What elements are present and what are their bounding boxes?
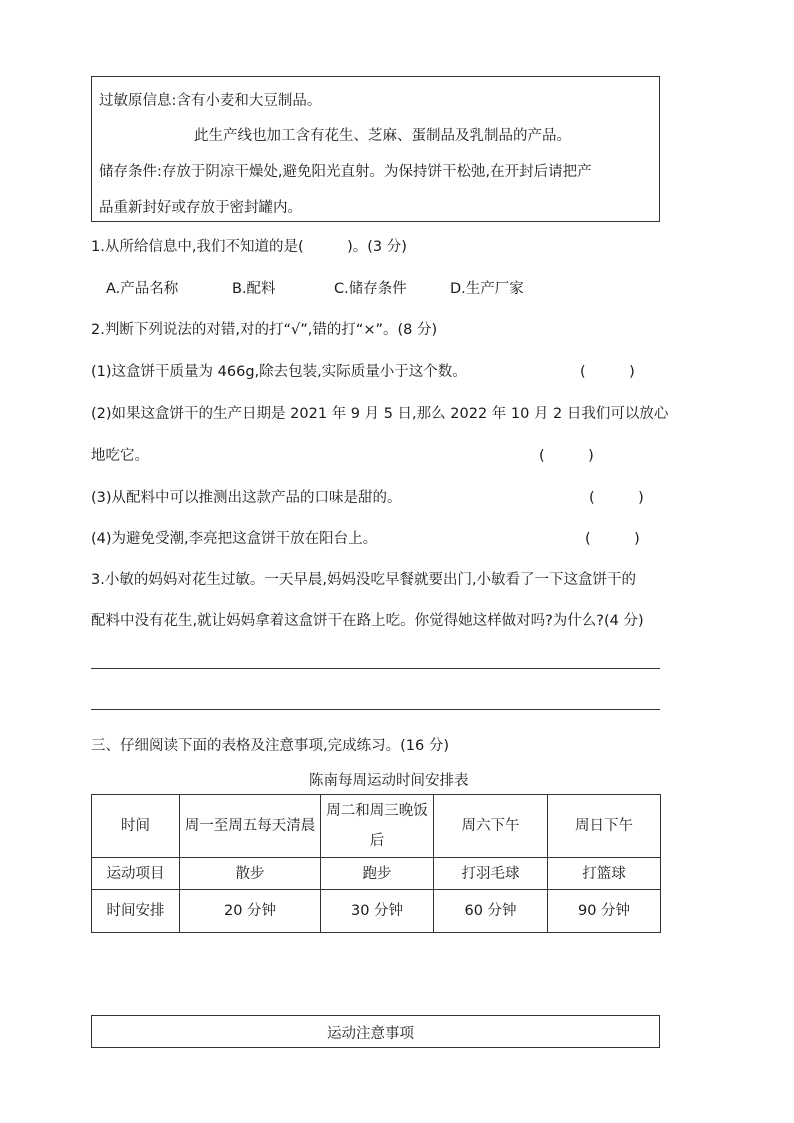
table-cell: 60 分钟 xyxy=(434,890,548,933)
table-row xyxy=(92,795,661,858)
storage-info-line-2: 品重新封好或存放于密封罐内。 xyxy=(99,200,302,216)
answer-line-1[interactable] xyxy=(91,668,660,669)
table-cell: 运动项目 xyxy=(92,858,180,890)
storage-info-line-1: 储存条件:存放于阴凉干燥处,避免阳光直射。为保持饼干松弛,在开封后请把产 xyxy=(99,164,592,180)
table-cell: 散步 xyxy=(180,858,321,890)
option-a: A.产品名称 xyxy=(106,281,179,297)
question-2-stem: 2.判断下列说法的对错,对的打“√”,错的打“×”。(8 分) xyxy=(91,322,438,338)
table-cell: 时间安排 xyxy=(92,890,180,933)
question-3-line-1: 3.小敏的妈妈对花生过敏。一天早晨,妈妈没吃早餐就要出门,小敏看了一下这盒饼干的 xyxy=(91,572,637,588)
option-d: D.生产厂家 xyxy=(450,281,524,297)
table-cell: 20 分钟 xyxy=(180,890,321,933)
question-2-item-4: (4)为避免受潮,李亮把这盒饼干放在阳台上。 xyxy=(91,531,378,547)
table-header-cell: 时间 xyxy=(92,795,180,858)
table-cell: 打篮球 xyxy=(548,858,661,890)
table-header-cell: 周六下午 xyxy=(434,795,548,858)
option-b: B.配料 xyxy=(232,281,276,297)
table-cell: 90 分钟 xyxy=(548,890,661,933)
table-title: 陈南每周运动时间安排表 xyxy=(309,773,469,789)
question-2-item-2-line-2: 地吃它。 xyxy=(91,448,149,464)
question-2-item-1: (1)这盒饼干质量为 466g,除去包装,实际质量小于这个数。 xyxy=(91,364,467,380)
answer-line-2[interactable] xyxy=(91,709,660,710)
question-1-stem: 1.从所给信息中,我们不知道的是( )。(3 分) xyxy=(91,239,407,255)
answer-paren-1[interactable]: ( ) xyxy=(580,364,635,380)
answer-paren-3[interactable]: ( ) xyxy=(589,490,644,506)
table-row xyxy=(92,858,661,890)
question-2-item-2-line-1: (2)如果这盒饼干的生产日期是 2021 年 9 月 5 日,那么 2022 年 10 月 2 日我们可以放心 xyxy=(91,406,669,422)
answer-paren-4[interactable]: ( ) xyxy=(585,531,640,547)
option-c: C.储存条件 xyxy=(334,281,407,297)
table-row xyxy=(92,890,661,933)
table-cell: 30 分钟 xyxy=(321,890,434,933)
table-header-cell: 周一至周五每天清晨 xyxy=(180,795,321,858)
table-cell: 跑步 xyxy=(321,858,434,890)
question-2-item-3: (3)从配料中可以推测出这款产品的口味是甜的。 xyxy=(91,490,402,506)
answer-paren-2[interactable]: ( ) xyxy=(539,448,594,464)
table-header-cell: 周日下午 xyxy=(548,795,661,858)
production-line-note: 此生产线也加工含有花生、芝麻、蛋制品及乳制品的产品。 xyxy=(194,128,571,144)
allergen-info: 过敏原信息:含有小麦和大豆制品。 xyxy=(99,93,322,109)
table-header-cell: 周二和周三晚饭后 xyxy=(321,795,434,858)
question-3-line-2: 配料中没有花生,就让妈妈拿着这盒饼干在路上吃。你觉得她这样做对吗?为什么?(4 分) xyxy=(91,613,644,629)
notes-title: 运动注意事项 xyxy=(327,1026,414,1042)
exercise-schedule-table xyxy=(91,794,661,933)
table-cell: 打羽毛球 xyxy=(434,858,548,890)
section-3-heading: 三、仔细阅读下面的表格及注意事项,完成练习。(16 分) xyxy=(91,738,449,754)
